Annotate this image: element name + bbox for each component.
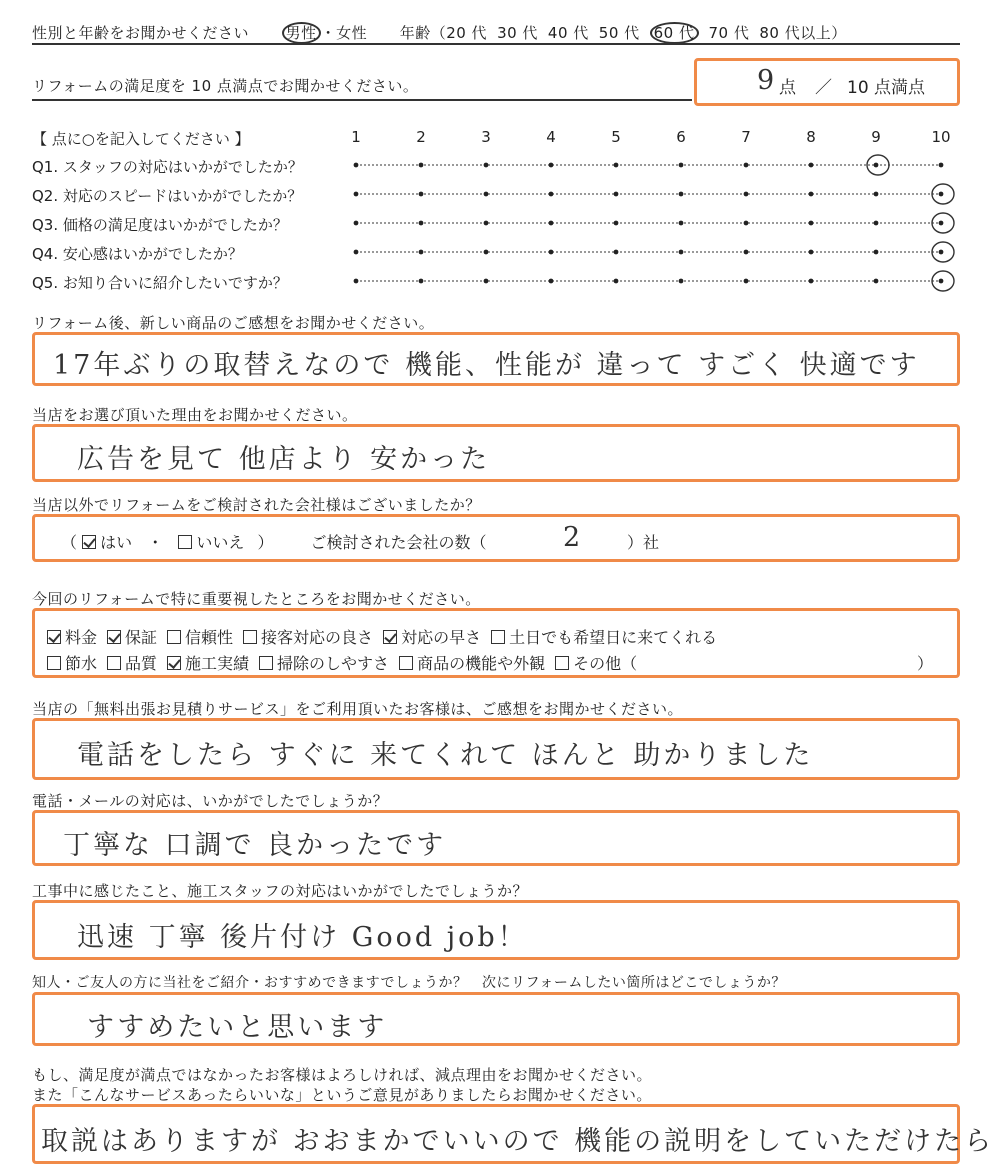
rating-point[interactable] bbox=[484, 250, 489, 255]
priority-option[interactable] bbox=[555, 654, 637, 673]
scale-number: 4 bbox=[546, 128, 556, 146]
other-open-paren: （ bbox=[61, 533, 78, 552]
priority-checkbox[interactable] bbox=[491, 630, 505, 644]
priority-option[interactable] bbox=[259, 654, 389, 673]
priority-option[interactable] bbox=[47, 654, 97, 673]
rating-point[interactable] bbox=[614, 250, 619, 255]
impression-answer: 17年ぶりの取替えなので 機能、性能が 違って すごく 快適です bbox=[53, 350, 920, 381]
header-rule bbox=[32, 43, 960, 45]
gender-age-label: 性別と年齢をお聞かせください bbox=[32, 24, 250, 42]
estimate-label: 当店の「無料出張お見積りサービス」をご利用頂いたお客様は、ご感想をお聞かせください。 bbox=[32, 700, 684, 718]
priority-checkbox[interactable] bbox=[555, 656, 569, 670]
question-label-2: Q2. 対応のスピードはいかがでしたか？ bbox=[32, 187, 303, 205]
rating-point[interactable] bbox=[549, 279, 554, 284]
yes-label: はい bbox=[100, 533, 133, 552]
rating-point[interactable] bbox=[874, 192, 879, 197]
priority-checkbox[interactable] bbox=[243, 630, 257, 644]
satisfaction-max: 10 点満点 bbox=[847, 78, 926, 98]
phone-answer: 丁寧な 口調で 良かったです bbox=[63, 830, 447, 861]
rating-point[interactable] bbox=[744, 250, 749, 255]
other-companies-label: 当店以外でリフォームをご検討された会社様はございましたか？ bbox=[32, 496, 481, 514]
rating-point[interactable] bbox=[419, 192, 424, 197]
priority-option-label: 対応の早さ bbox=[401, 628, 482, 647]
phone-label: 電話・メールの対応は、いかがでしたでしょうか？ bbox=[32, 792, 389, 810]
rating-point[interactable] bbox=[484, 163, 489, 168]
rating-point[interactable] bbox=[809, 192, 814, 197]
priority-checkbox[interactable] bbox=[167, 630, 181, 644]
rating-point[interactable] bbox=[614, 221, 619, 226]
priority-checkbox[interactable] bbox=[47, 656, 61, 670]
priority-option[interactable] bbox=[47, 628, 97, 647]
priority-checkbox[interactable] bbox=[167, 656, 181, 670]
construction-label: 工事中に感じたこと、施工スタッフの対応はいかがでしたでしょうか？ bbox=[32, 882, 529, 900]
gender-age-row bbox=[32, 22, 857, 43]
rating-point[interactable] bbox=[874, 221, 879, 226]
rating-point[interactable] bbox=[354, 279, 359, 284]
priority-option[interactable] bbox=[383, 628, 481, 647]
priority-option-label: 掃除のしやすさ bbox=[277, 654, 390, 673]
rating-point[interactable] bbox=[419, 163, 424, 168]
rating-point[interactable] bbox=[354, 163, 359, 168]
priority-label: 今回のリフォームで特に重要視したところをお聞かせください。 bbox=[32, 590, 481, 608]
priority-checkbox[interactable] bbox=[107, 656, 121, 670]
priority-option[interactable] bbox=[491, 628, 717, 647]
rating-point[interactable] bbox=[354, 192, 359, 197]
priority-checkbox[interactable] bbox=[399, 656, 413, 670]
scale-number: 10 bbox=[931, 128, 951, 146]
impression-answer-box[interactable] bbox=[32, 332, 960, 386]
rating-point[interactable] bbox=[744, 221, 749, 226]
rating-point[interactable] bbox=[679, 250, 684, 255]
rating-point[interactable] bbox=[549, 163, 554, 168]
reason-answer-box[interactable] bbox=[32, 424, 960, 482]
rating-point[interactable] bbox=[809, 250, 814, 255]
priority-option[interactable] bbox=[107, 654, 157, 673]
scale-number: 8 bbox=[806, 128, 816, 146]
question-label-5: Q5. お知り合いに紹介したいですか？ bbox=[32, 274, 288, 292]
scale-number: 2 bbox=[416, 128, 426, 146]
priority-option-label: 料金 bbox=[65, 628, 98, 647]
satisfaction-rule bbox=[32, 99, 692, 101]
satisfaction-label: リフォームの満足度を 10 点満点でお聞かせください。 bbox=[32, 77, 419, 95]
question-label-4: Q4. 安心感はいかがでしたか？ bbox=[32, 245, 243, 263]
scale-number: 9 bbox=[871, 128, 881, 146]
no-label: いいえ bbox=[196, 533, 245, 552]
scale-number: 3 bbox=[481, 128, 491, 146]
rating-instruction: 【 点に○を記入してください 】 bbox=[32, 130, 250, 148]
rating-point[interactable] bbox=[679, 192, 684, 197]
rating-point[interactable] bbox=[484, 221, 489, 226]
priority-option[interactable] bbox=[167, 654, 249, 673]
rating-point[interactable] bbox=[419, 250, 424, 255]
age-option-selected[interactable]: 60 代 bbox=[650, 22, 699, 44]
priority-option[interactable] bbox=[167, 628, 233, 647]
priority-option[interactable] bbox=[243, 628, 373, 647]
rating-point[interactable] bbox=[939, 221, 944, 226]
gender-separator: ・ bbox=[320, 24, 337, 42]
rating-point[interactable] bbox=[484, 192, 489, 197]
rating-point[interactable] bbox=[614, 192, 619, 197]
rating-point[interactable] bbox=[809, 221, 814, 226]
priority-option-label: 節水 bbox=[65, 654, 98, 673]
deduct-label-2: また「こんなサービスあったらいいな」というご意見がありましたらお聞かせください。 bbox=[32, 1086, 652, 1104]
priority-checkbox[interactable] bbox=[383, 630, 397, 644]
rating-point[interactable] bbox=[679, 221, 684, 226]
rating-point[interactable] bbox=[419, 221, 424, 226]
rating-point[interactable] bbox=[939, 163, 944, 168]
estimate-answer-box[interactable] bbox=[32, 718, 960, 780]
rating-point[interactable] bbox=[809, 279, 814, 284]
priority-checkbox[interactable] bbox=[107, 630, 121, 644]
scale-number: 7 bbox=[741, 128, 751, 146]
rating-point[interactable] bbox=[809, 163, 814, 168]
priority-row-2 bbox=[47, 651, 647, 674]
rating-point[interactable] bbox=[874, 250, 879, 255]
age-options bbox=[446, 24, 857, 42]
rating-point[interactable] bbox=[679, 279, 684, 284]
other-separator: ・ bbox=[147, 533, 164, 552]
satisfaction-score: 9 bbox=[757, 65, 778, 96]
rating-point[interactable] bbox=[939, 279, 944, 284]
age-option[interactable]: 70 代 bbox=[708, 24, 750, 42]
impression-label: リフォーム後、新しい商品のご感想をお聞かせください。 bbox=[32, 314, 435, 332]
rating-point[interactable] bbox=[939, 250, 944, 255]
deduct-answer-box[interactable] bbox=[32, 1104, 995, 1164]
question-label-1: Q1. スタッフの対応はいかがでしたか？ bbox=[32, 158, 303, 176]
age-option[interactable]: 20 代 bbox=[446, 24, 488, 42]
rating-point[interactable] bbox=[744, 163, 749, 168]
age-label: 年齢（ bbox=[399, 24, 447, 42]
age-option[interactable]: 50 代 bbox=[598, 24, 640, 42]
gender-female[interactable]: 女性 bbox=[336, 24, 368, 42]
priority-row-1 bbox=[47, 625, 727, 648]
rating-point[interactable] bbox=[549, 250, 554, 255]
priority-option-label: 施工実績 bbox=[185, 654, 250, 673]
priority-option-label: 保証 bbox=[125, 628, 158, 647]
deduct-answer: 取説はありますが おおまかでいいので 機能の説明をしていただけたら bbox=[41, 1126, 995, 1157]
satisfaction-slash: ／ bbox=[815, 78, 832, 98]
priority-other-close: ） bbox=[917, 654, 934, 673]
reason-answer: 広告を見て 他店より 安かった bbox=[77, 444, 491, 475]
deduct-label-1: もし、満足度が満点ではなかったお客様はよろしければ、減点理由をお聞かせください。 bbox=[32, 1066, 653, 1084]
other-close-paren: ） bbox=[257, 533, 274, 552]
yes-checkbox[interactable] bbox=[82, 535, 96, 549]
rating-point[interactable] bbox=[614, 279, 619, 284]
rating-point[interactable] bbox=[549, 192, 554, 197]
priority-option-label: 接客対応の良さ bbox=[261, 628, 374, 647]
scale-number: 5 bbox=[611, 128, 621, 146]
priority-option-label: その他（ bbox=[573, 654, 638, 673]
rating-point[interactable] bbox=[874, 163, 879, 168]
construction-answer: 迅速 丁寧 後片付け Good job！ bbox=[77, 922, 528, 953]
question-label-3: Q3. 価格の満足度はいかがでしたか？ bbox=[32, 216, 288, 234]
priority-option-label: 土日でも希望日に来てくれる bbox=[509, 628, 718, 647]
phone-answer-box[interactable] bbox=[32, 810, 960, 866]
rating-point[interactable] bbox=[744, 192, 749, 197]
rating-point[interactable] bbox=[354, 250, 359, 255]
rating-point[interactable] bbox=[744, 279, 749, 284]
no-checkbox[interactable] bbox=[178, 535, 192, 549]
priority-checkbox[interactable] bbox=[259, 656, 273, 670]
recommend-label: 知人・ご友人の方に当社をご紹介・おすすめできますでしょうか？ 次にリフォームしたい箇所はどこでしょうか？ bbox=[32, 975, 786, 991]
rating-point[interactable] bbox=[939, 192, 944, 197]
company-count-unit: ）社 bbox=[627, 533, 660, 552]
rating-point[interactable] bbox=[679, 163, 684, 168]
estimate-answer: 電話をしたら すぐに 来てくれて ほんと 助かりました bbox=[77, 740, 814, 771]
scale-number: 1 bbox=[351, 128, 361, 146]
satisfaction-unit: 点 bbox=[779, 78, 796, 98]
priority-option[interactable] bbox=[107, 628, 157, 647]
age-option[interactable]: 80 代以上） bbox=[759, 24, 847, 42]
rating-point[interactable] bbox=[614, 163, 619, 168]
satisfaction-score-box[interactable] bbox=[694, 58, 960, 106]
priority-option-label: 信頼性 bbox=[185, 628, 234, 647]
construction-answer-box[interactable] bbox=[32, 900, 960, 960]
reason-label: 当店をお選び頂いた理由をお聞かせください。 bbox=[32, 406, 358, 424]
priority-option-label: 商品の機能や外観 bbox=[417, 654, 546, 673]
priority-checkbox[interactable] bbox=[47, 630, 61, 644]
age-option[interactable]: 30 代 bbox=[497, 24, 538, 42]
scale-number: 6 bbox=[676, 128, 686, 146]
rating-point[interactable] bbox=[419, 279, 424, 284]
rating-point[interactable] bbox=[874, 279, 879, 284]
priority-box bbox=[32, 608, 960, 678]
company-count-value[interactable]: 2 bbox=[563, 522, 584, 553]
gender-male-selected[interactable]: 男性 bbox=[282, 22, 321, 44]
priority-option-label: 品質 bbox=[125, 654, 158, 673]
recommend-answer-box[interactable] bbox=[32, 992, 960, 1046]
age-option[interactable]: 40 代 bbox=[547, 24, 589, 42]
other-companies-row bbox=[61, 530, 487, 553]
rating-point[interactable] bbox=[484, 279, 489, 284]
priority-option[interactable] bbox=[399, 654, 545, 673]
company-count-label: ご検討された会社の数（ bbox=[310, 533, 487, 552]
rating-point[interactable] bbox=[549, 221, 554, 226]
rating-point[interactable] bbox=[354, 221, 359, 226]
other-companies-box bbox=[32, 514, 960, 562]
recommend-answer: すすめたいと思います bbox=[87, 1012, 388, 1043]
